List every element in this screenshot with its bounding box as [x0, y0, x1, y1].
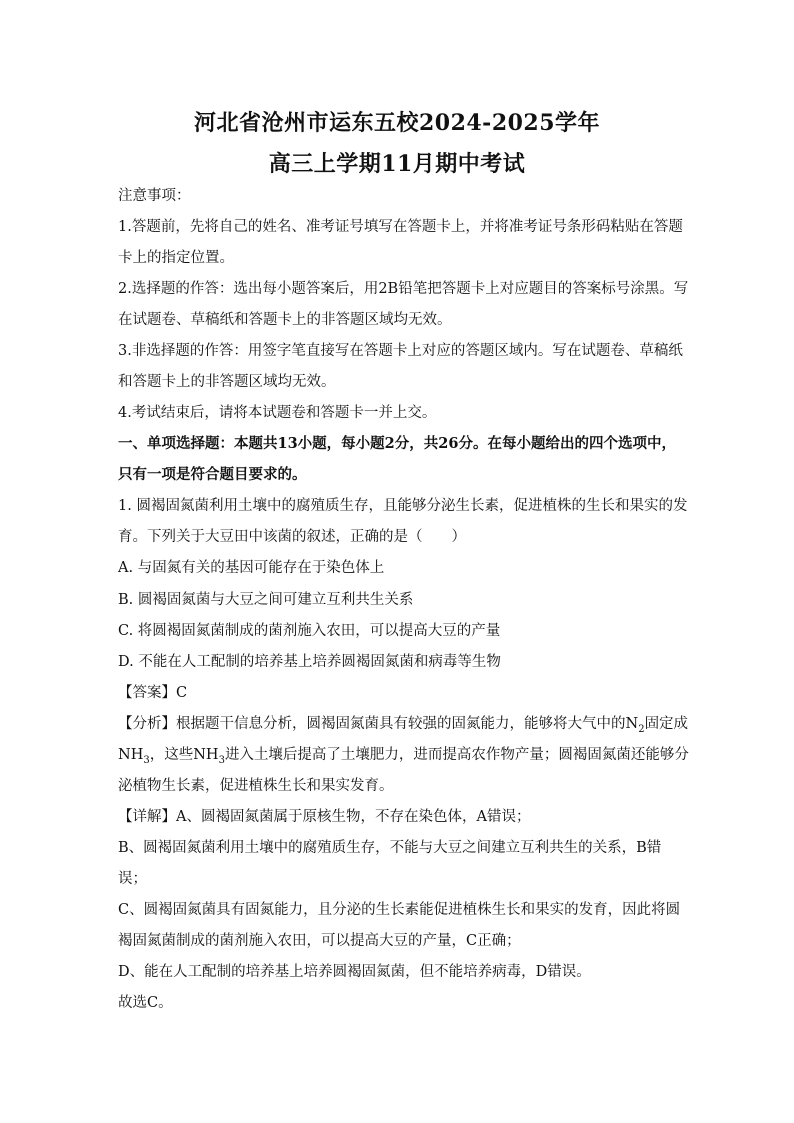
- detail-line: 褐固氮菌制成的菌剂施入农田，可以提高大豆的产量，C正确；: [118, 933, 521, 949]
- analysis-text: NH: [118, 747, 144, 763]
- option-b: B. 圆褐固氮菌与大豆之间可建立互利共生关系: [118, 592, 414, 608]
- detail-line: B、圆褐固氮菌利用土壤中的腐殖质生存，不能与大豆之间建立互利共生的关系，B错: [118, 840, 662, 856]
- subscript: 3: [143, 754, 150, 766]
- answer-line: 【答案】C: [118, 685, 188, 701]
- option-d: D. 不能在人工配制的培养基上培养圆褐固氮菌和病毒等生物: [118, 654, 501, 670]
- detail-line: 误；: [118, 871, 147, 887]
- subscript: 2: [638, 723, 645, 735]
- subscript: 3: [218, 754, 225, 766]
- section-heading-line2: 只有一项是符合题目要求的。: [118, 466, 307, 483]
- note-line: 3.非选择题的作答：用签字笔直接写在答题卡上对应的答题区域内。写在试题卷、草稿纸: [118, 343, 683, 359]
- note-line: 2.选择题的作答：选出每小题答案后，用2B铅笔把答题卡上对应题目的答案标号涂黑。写: [118, 281, 689, 297]
- option-c: C. 将圆褐固氮菌制成的菌剂施入农田，可以提高大豆的产量: [118, 623, 501, 639]
- note-line: 1.答题前，先将自己的姓名、准考证号填写在答题卡上，并将准考证号条形码粘贴在答题: [118, 219, 683, 235]
- analysis-line3: 泌植物生长素，促进植株生长和果实发育。: [118, 778, 394, 794]
- analysis-text: ，这些NH: [149, 747, 219, 763]
- question-stem-line2: 育。下列关于大豆田中该菌的叙述，正确的是（ ）: [118, 529, 466, 545]
- exam-title-line1: 河北省沧州市运东五校2024-2025学年: [193, 110, 601, 136]
- analysis-line2: [118, 745, 689, 771]
- analysis-line1: [118, 714, 689, 740]
- analysis-text: 【分析】根据题干信息分析，圆褐固氮菌具有较强的固氮能力，能够将大气中的N: [118, 716, 639, 732]
- detail-line: C、圆褐固氮菌具有固氮能力，且分泌的生长素能促进植株生长和果实的发育，因此将圆: [118, 902, 681, 918]
- note-line: 和答题卡上的非答题区域均无效。: [118, 374, 336, 390]
- section-heading-line1: 一、单项选择题：本题共13小题，每小题2分，共26分。在每小题给出的四个选项中，: [118, 435, 676, 452]
- note-line: 在试题卷、草稿纸和答题卡上的非答题区域均无效。: [118, 312, 452, 328]
- detail-line: 故选C。: [118, 995, 173, 1011]
- question-stem-line1: 1. 圆褐固氮菌利用土壤中的腐殖质生存，且能够分泌生长素，促进植株的生长和果实的发: [118, 498, 688, 514]
- notes-heading: 注意事项：: [118, 188, 191, 204]
- option-a: A. 与固氮有关的基因可能存在于染色体上: [118, 560, 385, 576]
- note-line: 4.考试结束后，请将本试题卷和答题卡一并上交。: [118, 405, 437, 421]
- analysis-text: 固定成: [644, 716, 689, 732]
- detail-line: 【详解】A、圆褐固氮菌属于原核生物，不存在染色体，A错误；: [118, 809, 531, 825]
- detail-line: D、能在人工配制的培养基上培养圆褐固氮菌，但不能培养病毒，D错误。: [118, 964, 591, 980]
- note-line: 卡上的指定位置。: [118, 250, 234, 266]
- exam-title-line2: 高三上学期11月期中考试: [268, 151, 526, 177]
- analysis-text: 进入土壤后提高了土壤肥力，进而提高农作物产量；圆褐固氮菌还能够分: [224, 747, 689, 763]
